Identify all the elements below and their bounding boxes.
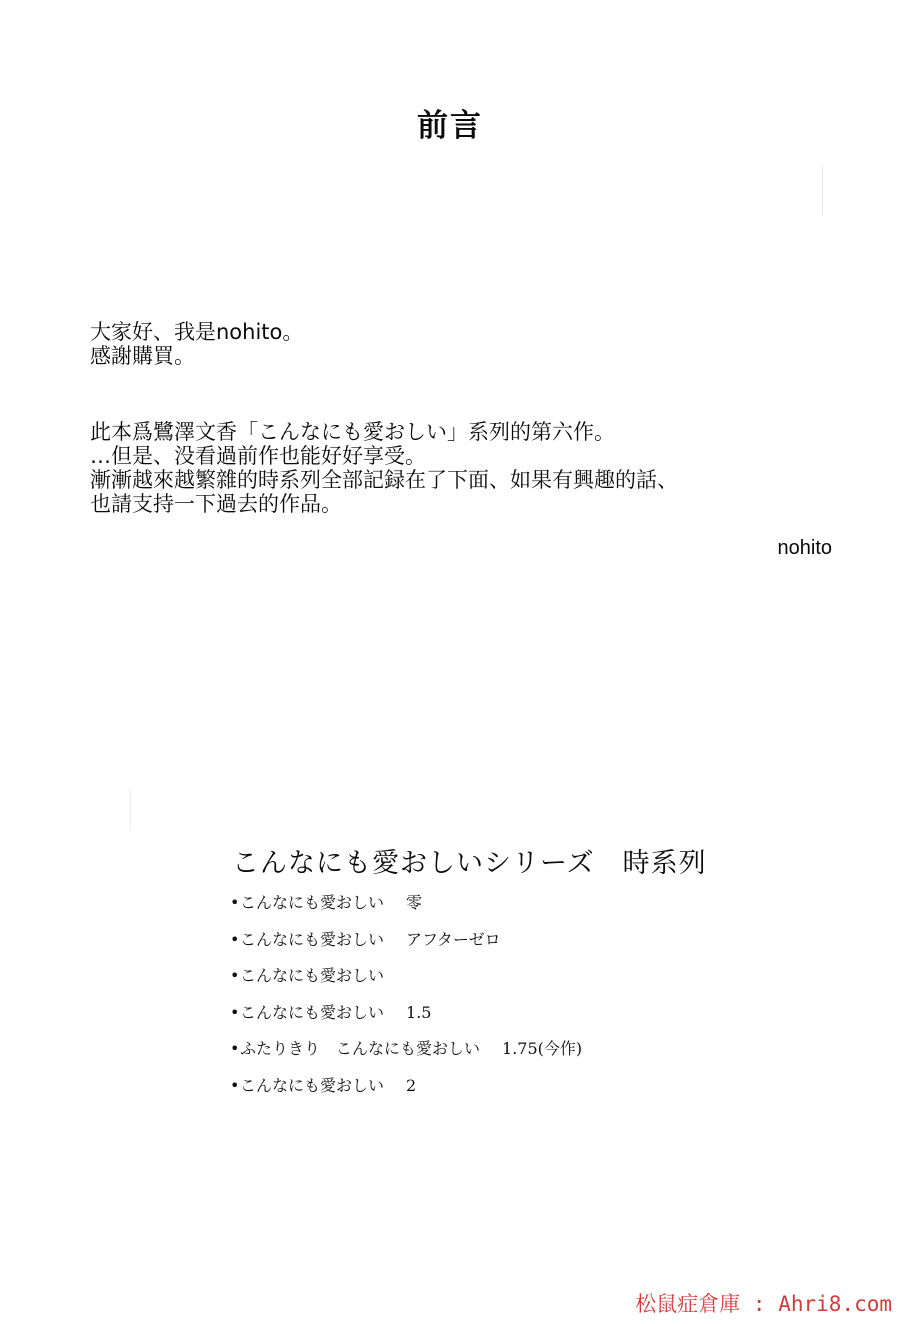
greeting-line: 大家好、我是nohito。 <box>90 320 304 344</box>
intro-paragraph <box>90 420 678 516</box>
intro-line: 此本爲鷺澤文香「こんなにも愛おしい」系列的第六作。 <box>90 420 615 444</box>
bullet-icon: • <box>230 966 240 985</box>
series-item-title: こんなにも愛おしい <box>240 966 385 985</box>
scan-artifact-line <box>822 165 823 215</box>
series-list <box>230 890 582 1109</box>
series-item-suffix: 1.75(今作) <box>502 1039 583 1058</box>
series-heading: こんなにも愛おしいシリーズ 時系列 <box>232 848 707 879</box>
series-list-item <box>230 963 582 1000</box>
intro-line: 漸漸越來越繁雜的時系列全部記録在了下面、如果有興趣的話、 <box>90 468 678 492</box>
series-item-title: こんなにも愛おしい <box>240 1002 385 1022</box>
series-list-item <box>230 1036 582 1073</box>
series-item-suffix: 2 <box>406 1075 417 1095</box>
scan-artifact-line <box>130 790 131 830</box>
author-signature: nohito <box>777 537 832 559</box>
series-item-suffix: 零 <box>406 893 423 912</box>
bullet-icon: • <box>230 1002 240 1022</box>
series-list-item <box>230 1000 582 1037</box>
series-list-item <box>230 890 582 927</box>
series-item-title: こんなにも愛おしい <box>240 893 385 912</box>
bullet-icon: • <box>230 893 240 912</box>
bullet-icon: • <box>230 1075 240 1095</box>
bullet-icon: • <box>230 929 240 949</box>
greeting-line: 感謝購買。 <box>90 344 195 368</box>
intro-line: 也請支持一下過去的作品。 <box>90 492 342 516</box>
series-item-title: こんなにも愛おしい <box>240 929 385 949</box>
series-item-title: こんなにも愛おしい <box>240 1075 385 1095</box>
page-title: 前言 <box>417 108 483 144</box>
series-list-item <box>230 1073 582 1110</box>
intro-line: …但是、没看過前作也能好好享受。 <box>90 444 426 468</box>
series-item-suffix: 1.5 <box>406 1002 432 1022</box>
series-list-item <box>230 927 582 964</box>
greeting-paragraph <box>90 320 303 368</box>
bullet-icon: • <box>230 1039 240 1058</box>
series-item-title: ふたりきり こんなにも愛おしい <box>240 1039 481 1058</box>
site-watermark: 松鼠症倉庫 : Ahri8.com <box>635 1292 892 1316</box>
series-item-suffix: アフターゼロ <box>406 929 501 949</box>
